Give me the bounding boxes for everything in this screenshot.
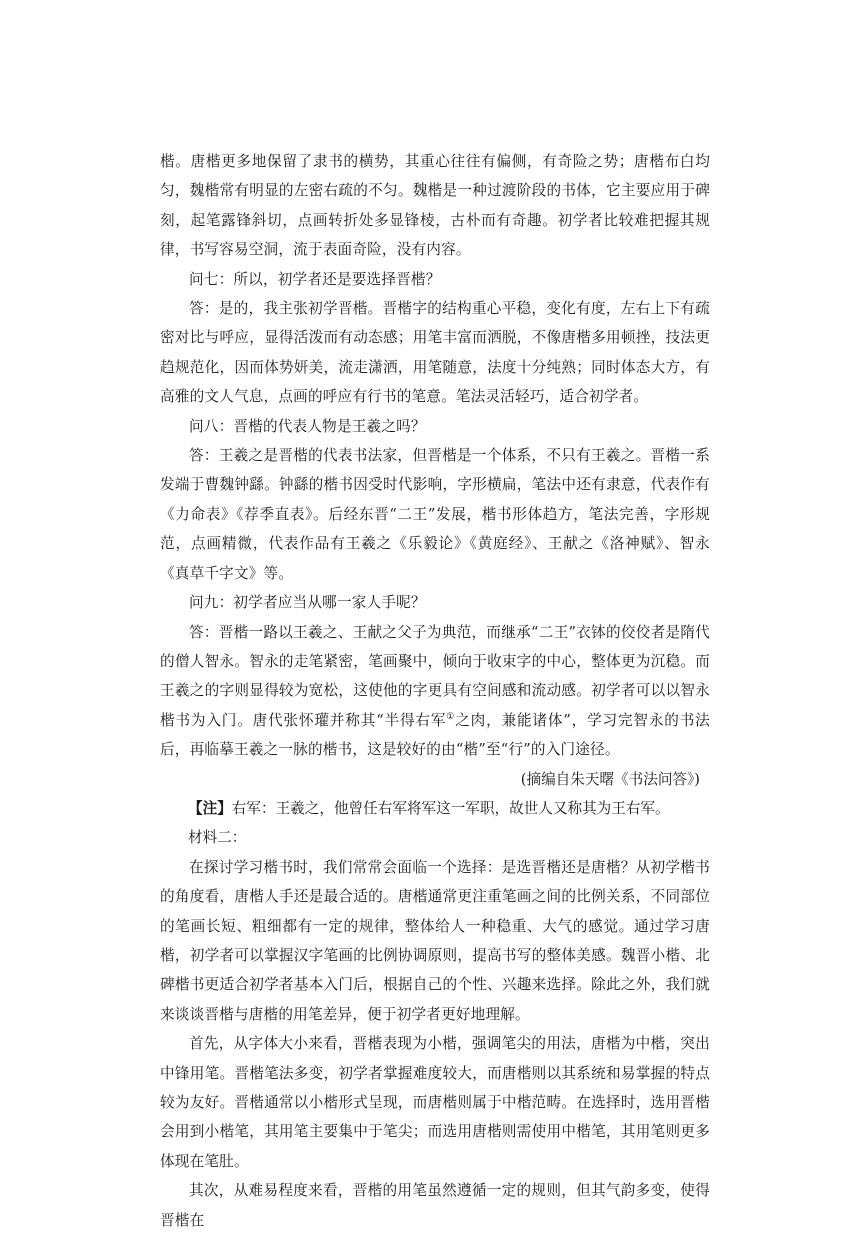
material-two-paragraph-3: 其次，从难易程度来看，晋楷的用笔虽然遵循一定的规则，但其气韵多变，使得晋楷在	[160, 1182, 710, 1229]
footnote-text: 右军：王羲之，他曾任右军将军这一军职，故世人又称其为王右军。	[231, 799, 670, 817]
document-page	[160, 147, 710, 1235]
footnote-marker: ①	[446, 711, 456, 722]
answer-nine-part2: 之肉，兼能诸体”，学习完智永的书法后，再临摹王羲之一脉的楷书，这是较好的由“楷”至“行”的入门途径。	[160, 711, 710, 759]
answer-nine	[160, 618, 710, 765]
material-two-paragraph-2: 首先，从字体大小来看，晋楷表现为小楷，强调笔尖的用法，唐楷为中楷，突出中锋用笔。晋楷笔法多变，初学者掌握难度较大，而唐楷则以其系统和易掌握的特点较为友好。晋楷通常以小楷形式呈现，而唐楷则属于中楷范畴。在选择时，选用晋楷会用到小楷笔，其用笔主要集中于笔尖；而选用唐楷则需使用中楷笔，其用笔则更多体现在笔肚。	[160, 1035, 710, 1170]
answer-seven: 答：是的，我主张初学晋楷。晋楷字的结构重心平稳，变化有度，左右上下有疏密对比与呼应，显得活泼而有动态感；用笔丰富而洒脱，不像唐楷多用顿挫，技法更趋规范化，因而体势妍美，流走潇洒，用笔随意，法度十分纯熟；同时体态大方，有高雅的文人气息，点画的呼应有行书的笔意。笔法灵活轻巧，适合初学者。	[160, 300, 710, 406]
question-nine: 问九：初学者应当从哪一家人手呢？	[189, 594, 426, 612]
answer-eight: 答：王羲之是晋楷的代表书法家，但晋楷是一个体系，不只有王羲之。晋楷一系发端于曹魏钟繇。钟繇的楷书因受时代影响，字形横扁，笔法中还有隶意，代表作有《力命表》《荐季直表》。后经东晋“二王”发展，楷书形体趋方，笔法完善，字形规范，点画精微，代表作品有王羲之《乐毅论》《黄庭经》、王献之《洛神赋》、智永《真草千字文》等。	[160, 447, 710, 582]
footnote	[160, 794, 710, 823]
source-citation: (摘编自朱天曙《书法问答》)	[520, 770, 700, 788]
material-two-paragraph-1: 在探讨学习楷书时，我们常常会面临一个选择：是选晋楷还是唐楷？从初学楷书的角度看，唐楷人手还是最合适的。唐楷通常更注重笔画之间的比例关系，不同部位的笔画长短、粗细都有一定的规律，整体给人一种稳重、大气的感觉。通过学习唐楷，初学者可以掌握汉字笔画的比例协调原则，提高书写的整体美感。魏晋小楷、北碑楷书更适合初学者基本入门后，根据自己的个性、兴趣来选择。除此之外，我们就来谈谈晋楷与唐楷的用笔差异，便于初学者更好地理解。	[160, 858, 710, 1023]
question-eight: 问八：晋楷的代表人物是王羲之吗？	[189, 417, 426, 435]
answer-nine-part1: 答：晋楷一路以王羲之、王献之父子为典范，而继承“二王”衣钵的佼佼者是隋代的僧人智永。智永的走笔紧密，笔画聚中，倾向于收束字的中心，整体更为沉稳。而王羲之的字则显得较为宽松，这使他的字更具有空间感和流动感。初学者可以以智永楷书为入门。唐代张怀瓘并称其“半得右军	[160, 623, 710, 729]
paragraph-weikai-comparison: 楷。唐楷更多地保留了隶书的横势，其重心往往有偏侧，有奇险之势；唐楷布白均匀，魏楷常有明显的左密右疏的不匀。魏楷是一种过渡阶段的书体，它主要应用于碑刻，起笔露锋斜切，点画转折处多显锋棱，古朴而有奇趣。初学者比较难把握其规律，书写容易空洞，流于表面奇险，没有内容。	[160, 153, 710, 259]
material-two-heading: 材料二：	[188, 829, 247, 847]
footnote-label: 【注】	[188, 799, 232, 817]
question-seven: 问七：所以，初学者还是要选择晋楷？	[189, 270, 441, 288]
